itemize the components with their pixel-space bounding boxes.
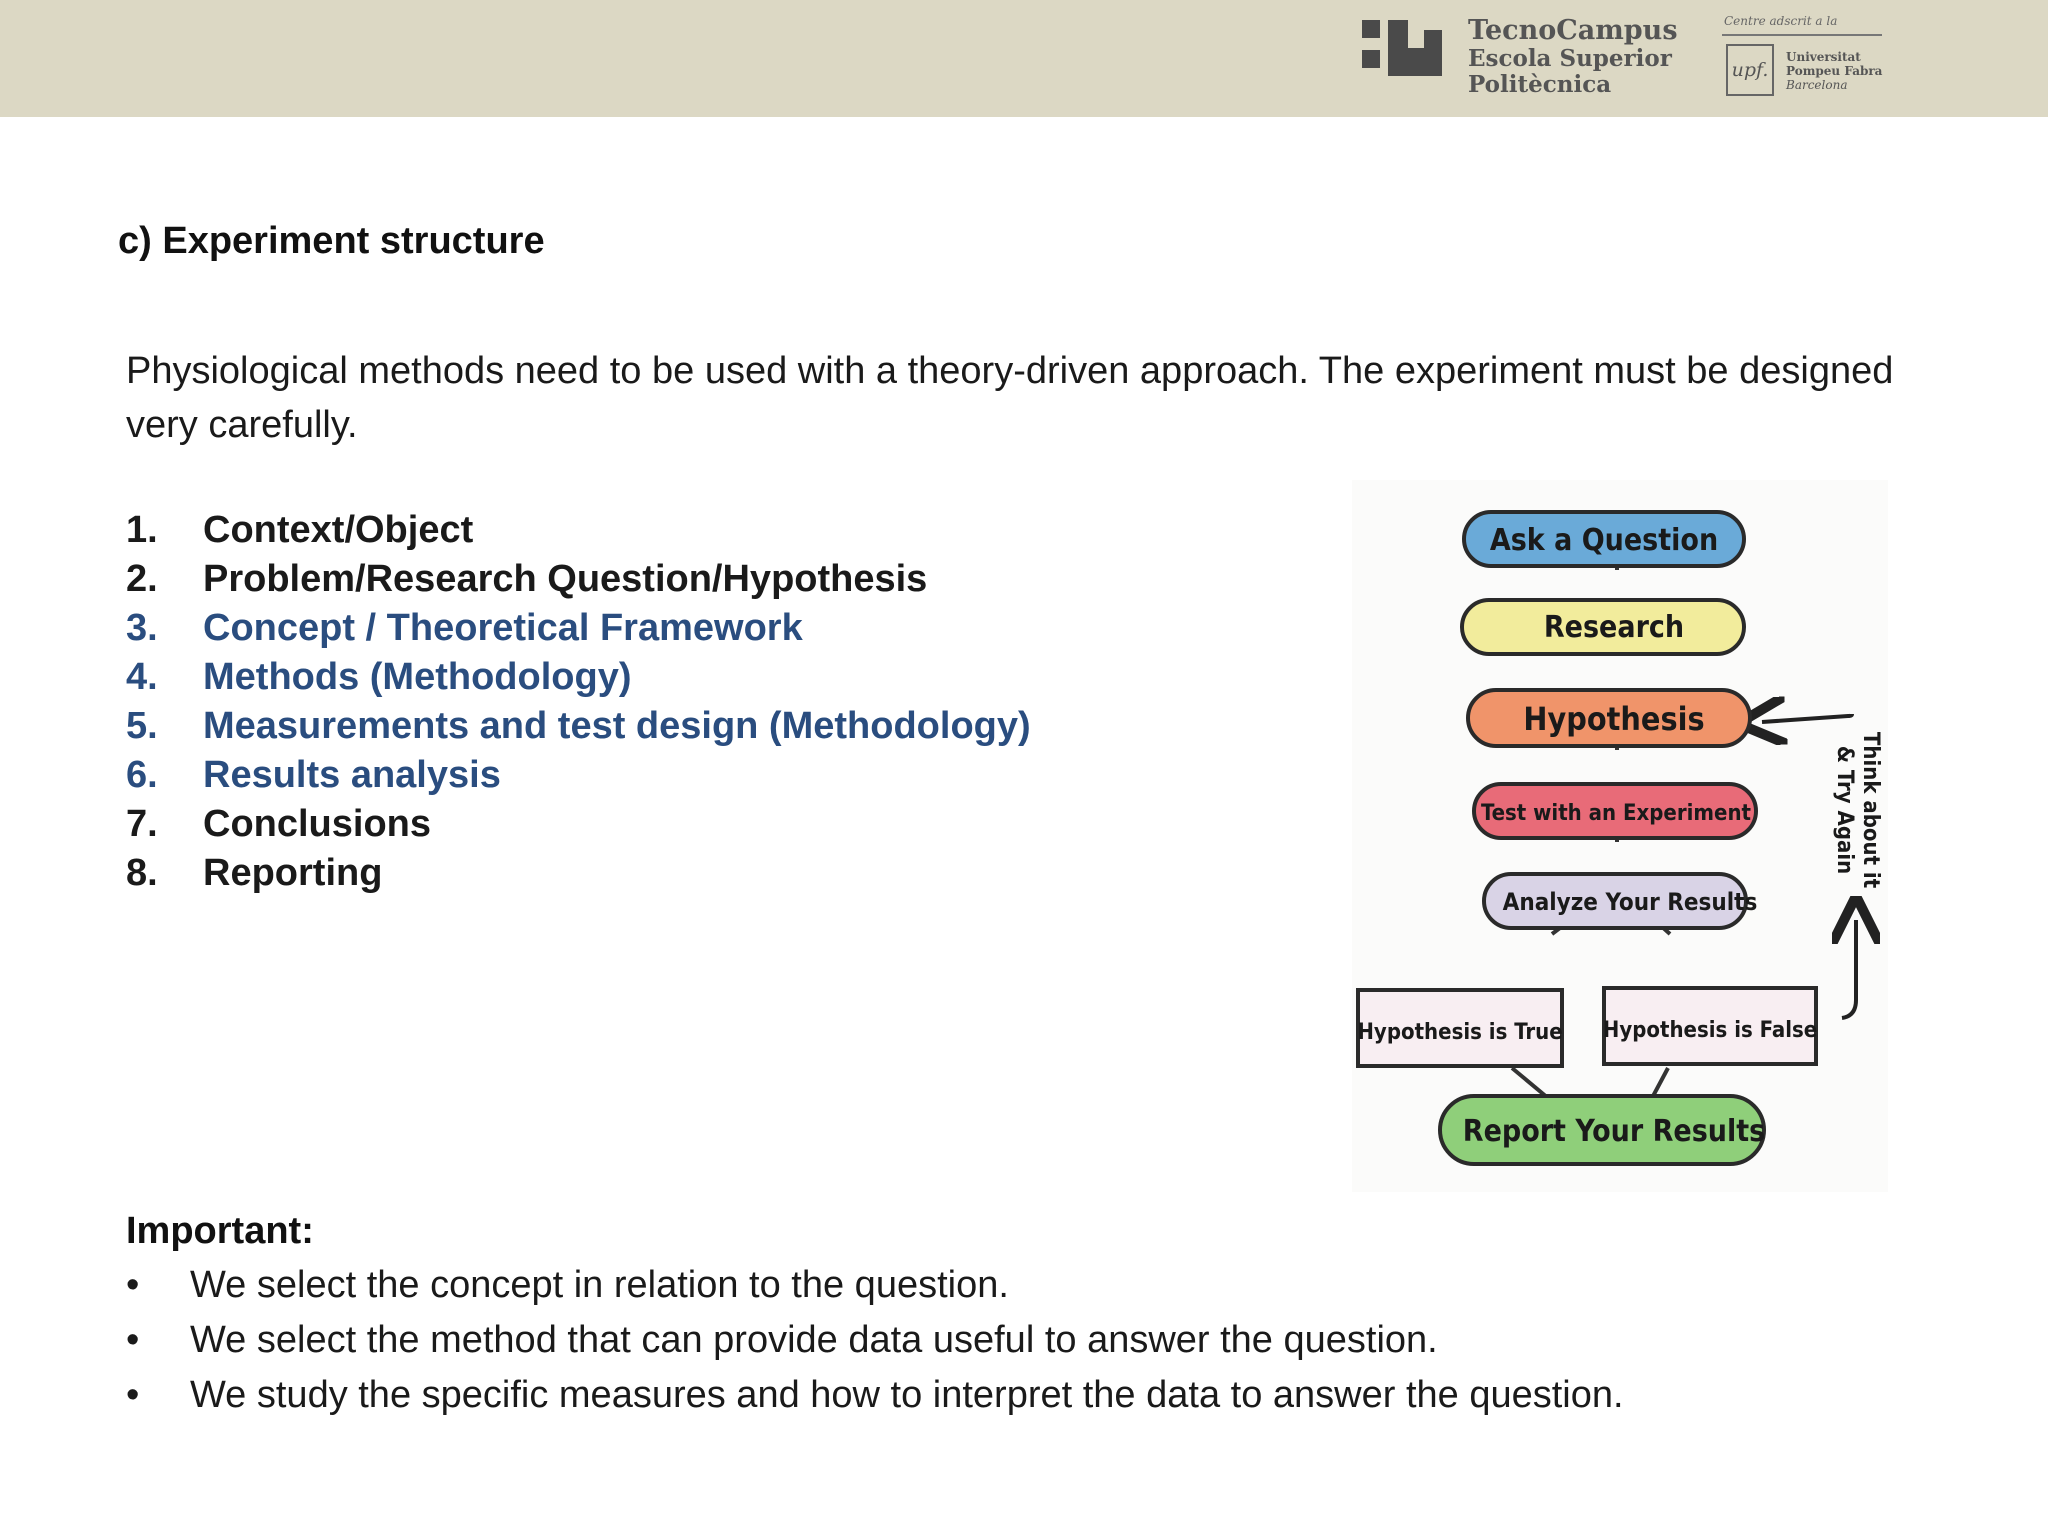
bullet-dot: • xyxy=(126,1264,140,1306)
important-bullets xyxy=(126,1258,1624,1423)
scientific-method-diagram xyxy=(1352,480,1888,1192)
step-item xyxy=(126,751,1031,800)
bullet-item xyxy=(126,1313,1624,1368)
node-ask xyxy=(1464,512,1744,566)
node-hypothesis xyxy=(1468,690,1750,746)
upf-line2: Pompeu Fabra xyxy=(1786,64,1883,78)
step-number: 4. xyxy=(126,656,158,698)
node-false xyxy=(1603,988,1817,1064)
loop-arrow-left xyxy=(1762,714,1852,722)
node-true xyxy=(1357,990,1562,1066)
step-text: Reporting xyxy=(203,852,383,894)
loop-label-line2: & Try Again xyxy=(1832,745,1857,875)
node-report xyxy=(1440,1096,1765,1164)
important-heading: Important: xyxy=(126,1210,314,1252)
tecnocampus-logo-icon xyxy=(1362,20,1442,76)
node-test-label: Test with an Experiment xyxy=(1480,801,1752,826)
step-number: 8. xyxy=(126,852,158,894)
step-number: 7. xyxy=(126,803,158,845)
step-item xyxy=(126,702,1031,751)
step-item xyxy=(126,849,1031,898)
step-item xyxy=(126,800,1031,849)
node-true-label: Hypothesis is True xyxy=(1357,1020,1563,1045)
slide-title: c) Experiment structure xyxy=(118,220,545,262)
bullet-text: We select the concept in relation to the question. xyxy=(190,1264,1009,1306)
node-test xyxy=(1474,784,1756,838)
upf-badge: upf. xyxy=(1726,44,1774,96)
node-analyze-label: Analyze Your Results xyxy=(1502,888,1758,916)
bullet-text: We select the method that can provide data useful to answer the question. xyxy=(190,1319,1438,1361)
step-text: Conclusions xyxy=(203,803,432,845)
tecnocampus-wordmark xyxy=(1468,16,1678,98)
upf-line3: Barcelona xyxy=(1786,78,1848,92)
upf-note: Centre adscrit a la xyxy=(1724,14,1838,28)
node-analyze xyxy=(1484,874,1757,928)
tecnocampus-name: TecnoCampus xyxy=(1468,15,1678,46)
steps-list xyxy=(126,506,1031,898)
bullet-dot: • xyxy=(126,1374,140,1416)
loop-arrow-up xyxy=(1842,920,1856,1018)
tecnocampus-dept: Politècnica xyxy=(1468,71,1612,98)
step-item xyxy=(126,506,1031,555)
bullet-dot: • xyxy=(126,1319,140,1361)
step-text: Results analysis xyxy=(203,754,501,796)
bullet-item xyxy=(126,1368,1624,1423)
node-research xyxy=(1462,600,1744,654)
node-false-label: Hypothesis is False xyxy=(1602,1018,1818,1043)
step-item xyxy=(126,555,1031,604)
step-number: 2. xyxy=(126,558,158,600)
step-text: Context/Object xyxy=(203,509,474,551)
step-text: Measurements and test design (Methodology) xyxy=(203,705,1031,747)
step-item xyxy=(126,653,1031,702)
tecnocampus-school: Escola Superior xyxy=(1468,45,1672,72)
loop-label-line1: Think about it xyxy=(1858,731,1883,889)
step-number: 3. xyxy=(126,607,158,649)
upf-rule xyxy=(1722,34,1882,36)
step-number: 6. xyxy=(126,754,158,796)
bullet-text: We study the specific measures and how to interpret the data to answer the question. xyxy=(190,1374,1624,1416)
step-item xyxy=(126,604,1031,653)
bullet-item xyxy=(126,1258,1624,1313)
upf-line1: Universitat xyxy=(1786,50,1861,64)
step-text: Concept / Theoretical Framework xyxy=(203,607,803,649)
upf-wordmark xyxy=(1786,50,1882,92)
node-research-label: Research xyxy=(1543,610,1685,645)
step-number: 1. xyxy=(126,509,158,551)
node-report-label: Report Your Results xyxy=(1462,1114,1766,1149)
header-bar xyxy=(0,0,2048,117)
node-ask-label: Ask a Question xyxy=(1489,523,1719,558)
step-text: Methods (Methodology) xyxy=(203,656,632,698)
step-number: 5. xyxy=(126,705,158,747)
node-hypothesis-label: Hypothesis xyxy=(1523,700,1705,738)
diagram-svg xyxy=(1352,480,1888,1192)
intro-paragraph: Physiological methods need to be used with a theory-driven approach. The experiment must be designed very carefully. xyxy=(126,350,1894,446)
step-text: Problem/Research Question/Hypothesis xyxy=(203,558,928,600)
